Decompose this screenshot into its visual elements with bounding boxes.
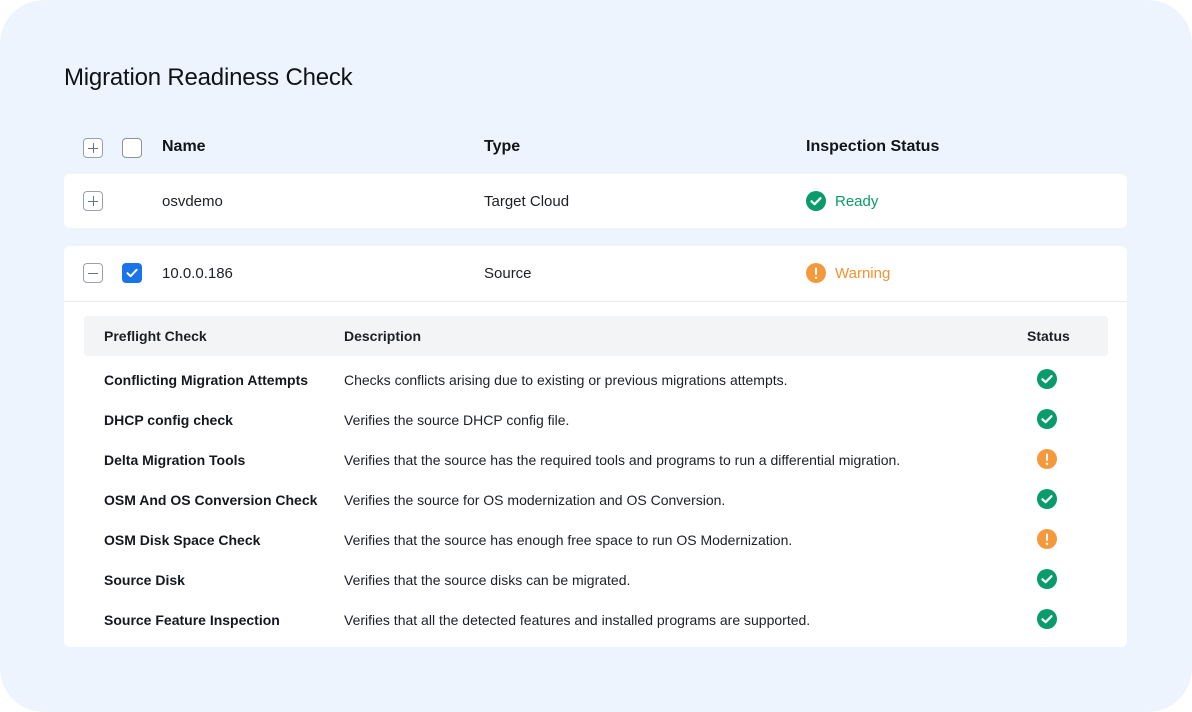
column-header-description: Description — [344, 328, 422, 344]
check-circle-icon — [1037, 369, 1057, 389]
exclamation-circle-icon — [806, 263, 826, 283]
check-name: OSM Disk Space Check — [104, 532, 261, 548]
row-name: osvdemo — [162, 193, 223, 210]
check-name: Source Disk — [104, 572, 185, 588]
preflight-row — [84, 440, 1108, 480]
check-description: Verifies that the source disks can be migrated. — [344, 572, 631, 588]
check-name: DHCP config check — [104, 412, 233, 428]
status-label: Warning — [835, 264, 891, 282]
collapse-row-icon[interactable] — [83, 263, 103, 283]
check-name: OSM And OS Conversion Check — [104, 492, 318, 508]
expand-row-icon[interactable] — [83, 191, 103, 211]
check-circle-icon — [1037, 569, 1057, 589]
row-name: 10.0.0.186 — [162, 265, 233, 282]
preflight-row — [84, 520, 1108, 560]
preflight-row — [84, 400, 1108, 440]
preflight-table-header — [84, 316, 1108, 356]
preflight-row — [84, 480, 1108, 520]
table-header — [64, 128, 1127, 168]
page-title: Migration Readiness Check — [64, 64, 353, 91]
row-checkbox[interactable] — [122, 263, 142, 283]
check-description: Verifies that the source has the required tools and programs to run a differential migration. — [344, 452, 901, 468]
exclamation-circle-icon — [1037, 449, 1057, 469]
check-description: Verifies the source DHCP config file. — [344, 412, 570, 428]
check-circle-icon — [806, 191, 826, 211]
check-circle-icon — [1037, 409, 1057, 429]
check-description: Verifies the source for OS modernization and OS Conversion. — [344, 492, 726, 508]
check-name: Delta Migration Tools — [104, 452, 246, 468]
status-label: Ready — [835, 192, 879, 210]
status-badge — [806, 263, 890, 283]
column-header-preflight-check: Preflight Check — [104, 328, 207, 344]
check-circle-icon — [1037, 489, 1057, 509]
table-row-expanded — [64, 246, 1127, 647]
row-divider — [64, 301, 1127, 302]
column-header-type[interactable]: Type — [484, 138, 521, 155]
table-row[interactable] — [64, 174, 1127, 228]
check-name: Conflicting Migration Attempts — [104, 372, 309, 388]
preflight-row — [84, 600, 1108, 640]
check-description: Verifies that all the detected features and installed programs are supported. — [344, 612, 811, 628]
preflight-row — [84, 360, 1108, 400]
column-header-name[interactable]: Name — [162, 138, 206, 155]
expand-all-icon[interactable] — [83, 138, 103, 158]
row-type: Target Cloud — [484, 193, 570, 210]
check-name: Source Feature Inspection — [104, 612, 280, 628]
status-badge — [806, 191, 878, 211]
select-all-checkbox[interactable] — [122, 138, 142, 158]
exclamation-circle-icon — [1037, 529, 1057, 549]
check-description: Verifies that the source has enough free space to run OS Modernization. — [344, 532, 793, 548]
column-header-status: Status — [1027, 328, 1070, 344]
check-description: Checks conflicts arising due to existing or previous migrations attempts. — [344, 372, 788, 388]
column-header-status[interactable]: Inspection Status — [806, 138, 940, 155]
row-type: Source — [484, 265, 532, 282]
preflight-row — [84, 560, 1108, 600]
check-circle-icon — [1037, 609, 1057, 629]
